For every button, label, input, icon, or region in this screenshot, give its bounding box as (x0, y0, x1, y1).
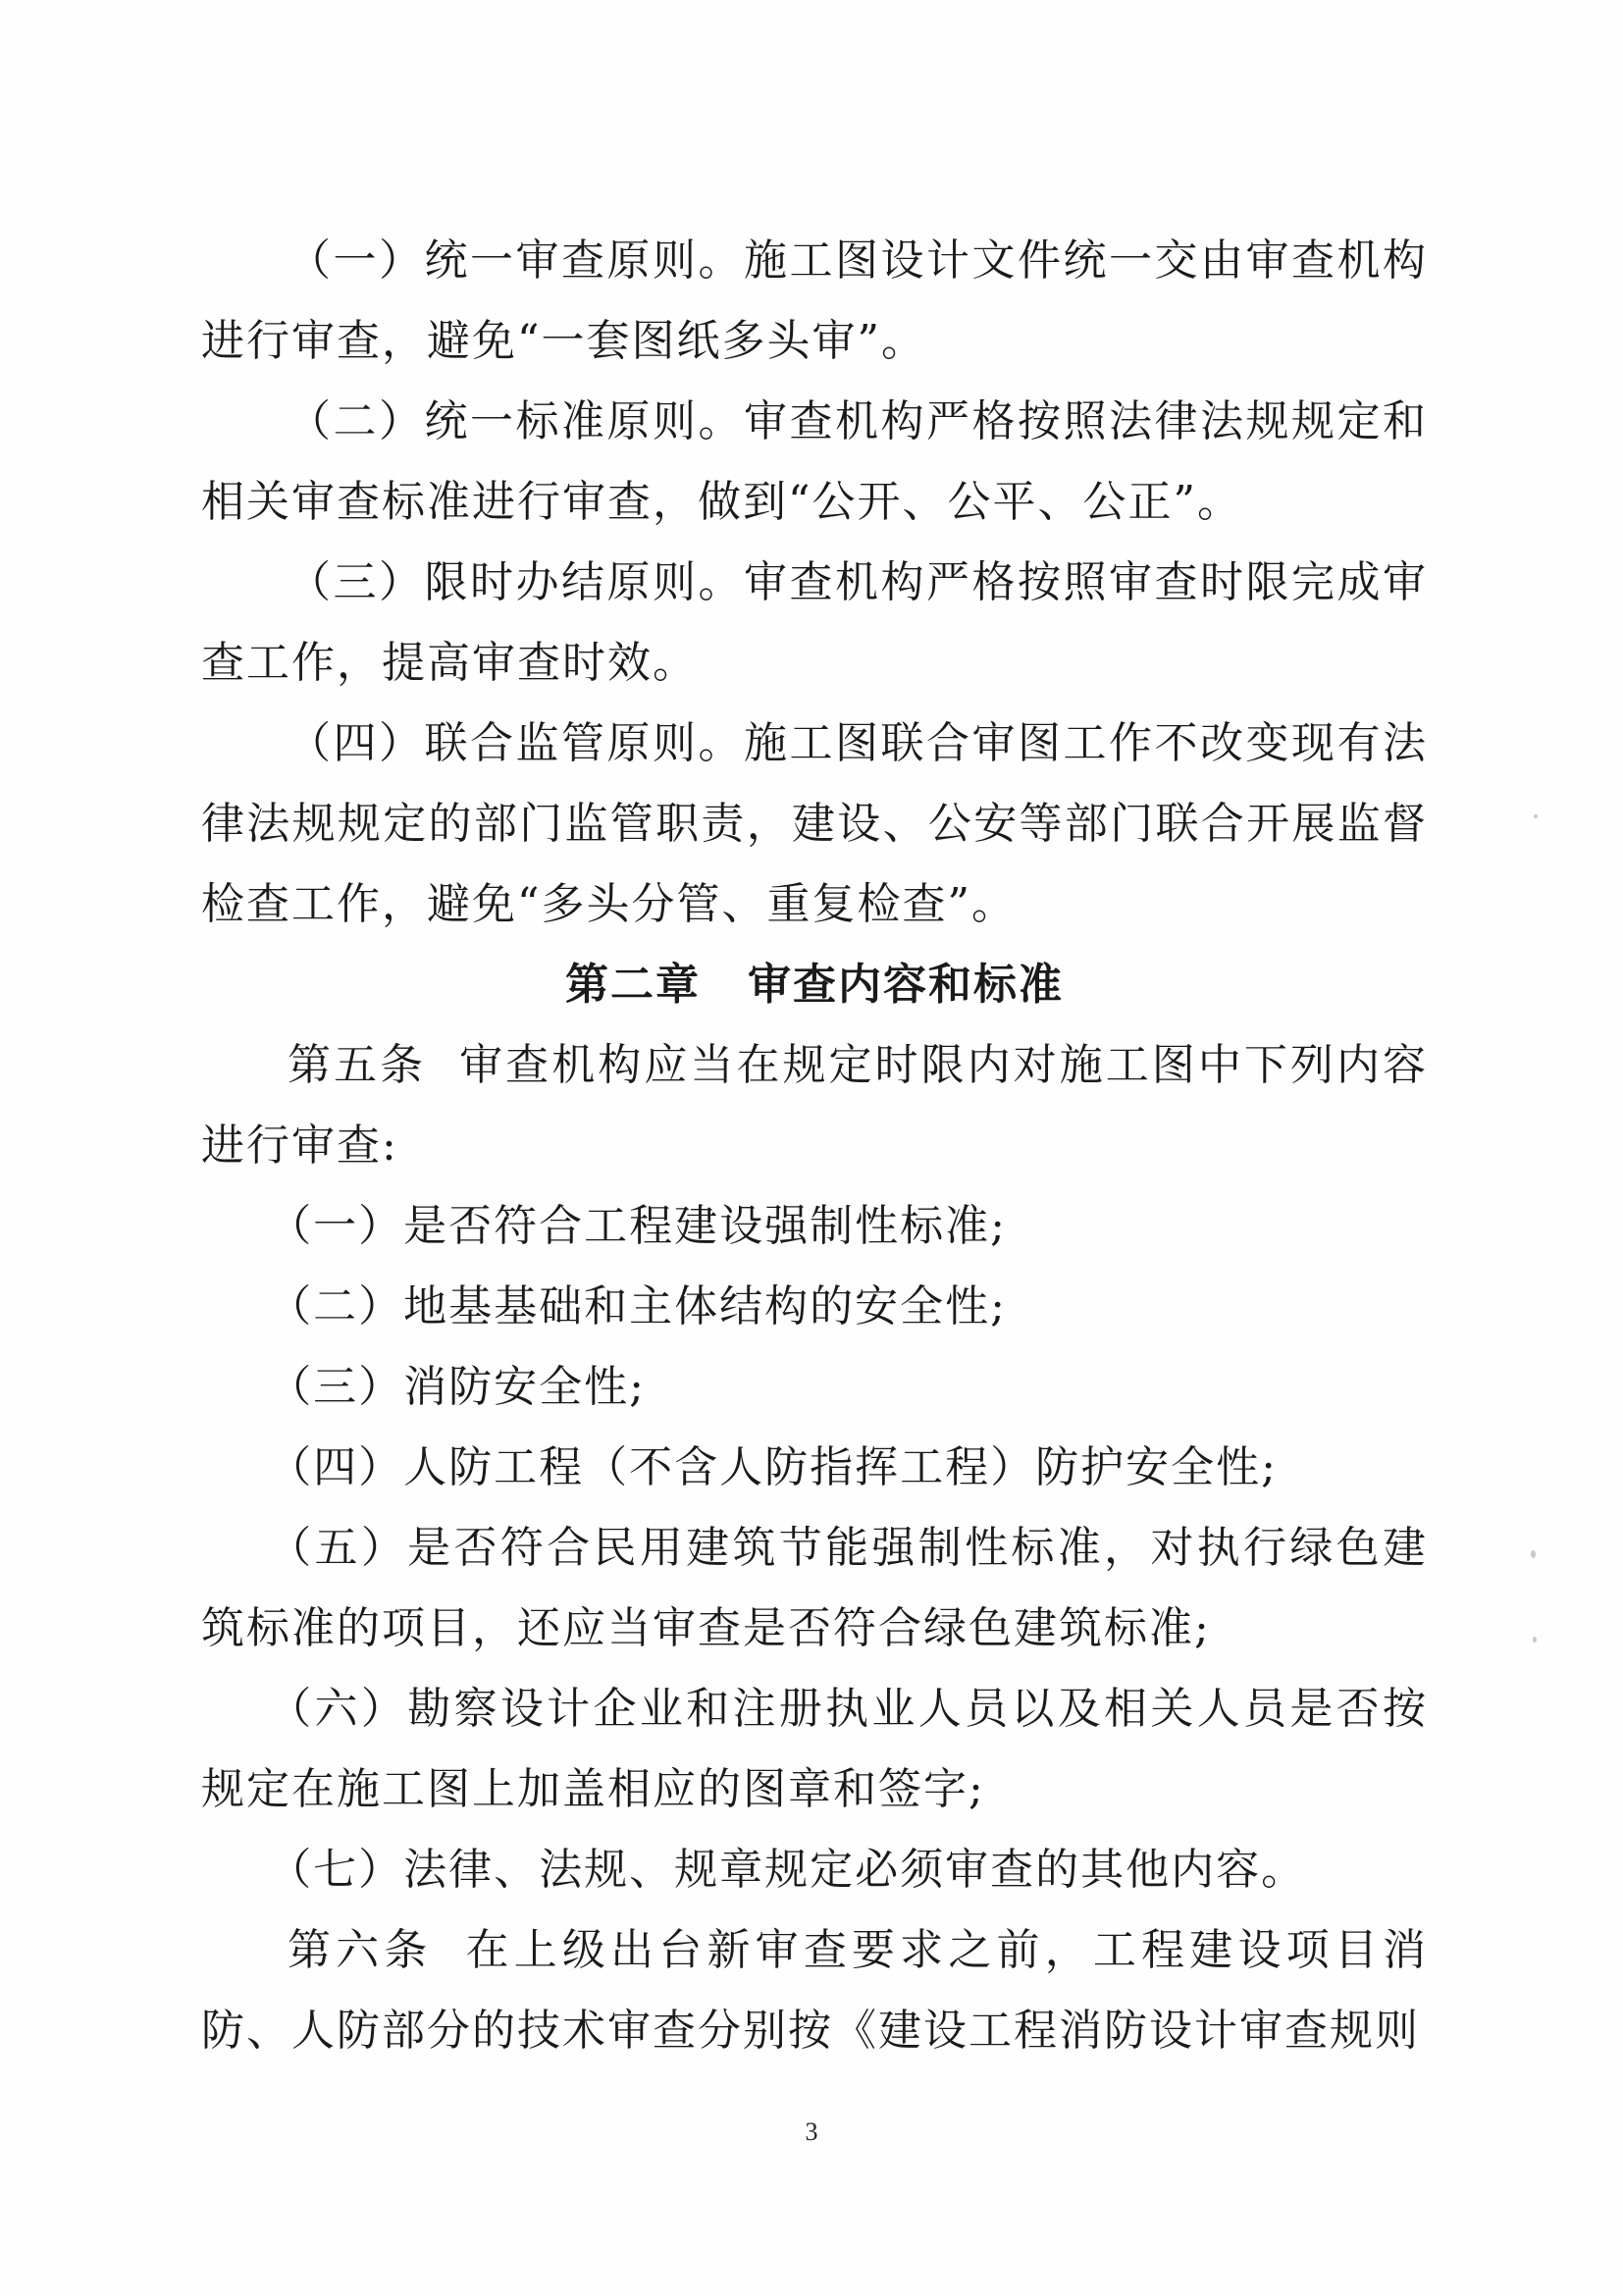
article-6-text: 在上级出台新审查要求之前，工程建设项目消防、人防部分的技术审查分别按《建设工程消防设计审查规则 (201, 1925, 1428, 2056)
page-number: 3 (805, 2117, 818, 2146)
chapter-number: 第二章 (565, 960, 701, 1010)
article-5-number: 第五条 (288, 1040, 427, 1090)
scan-speck (1531, 1550, 1536, 1558)
scan-speck (1534, 814, 1538, 818)
chapter-heading (201, 945, 1428, 1025)
document-body (201, 221, 1428, 2071)
article-6-number: 第六条 (288, 1925, 433, 1975)
chapter-title: 审查内容和标准 (748, 960, 1064, 1010)
article-5-item-5: （五）是否符合民用建筑节能强制性标准，对执行绿色建筑标准的项目，还应当审查是否符合绿色建筑标准; (201, 1523, 1428, 1653)
article-5-item-4: （四）人防工程（不含人防指挥工程）防护安全性; (268, 1442, 1279, 1492)
article-5-item-6: （六）勘察设计企业和注册执业人员以及相关人员是否按规定在施工图上加盖相应的图章和签字; (201, 1684, 1428, 1814)
article-6 (201, 1910, 1428, 2071)
principle-paragraph-1: （一）统一审查原则。施工图设计文件统一交由审查机构进行审查，避免“一套图纸多头审”。 (201, 235, 1428, 366)
principle-paragraph-4: （四）联合监管原则。施工图联合审图工作不改变现有法律法规规定的部门监管职责，建设、公安等部门联合开展监督检查工作，避免“多头分管、重复检查”。 (201, 718, 1428, 929)
principle-paragraph-3: （三）限时办结原则。审查机构严格按照审查时限完成审查工作，提高审查时效。 (201, 557, 1428, 688)
article-5-item-3: （三）消防安全性; (268, 1362, 647, 1412)
scan-speck (1533, 1637, 1537, 1643)
article-5-item-2: （二）地基基础和主体结构的安全性; (268, 1281, 1008, 1331)
article-5 (201, 1025, 1428, 1186)
article-5-item-1: （一）是否符合工程建设强制性标准; (268, 1201, 1008, 1251)
principle-paragraph-2: （二）统一标准原则。审查机构严格按照法律法规规定和相关审查标准进行审查，做到“公开、公平、公正”。 (201, 396, 1428, 527)
article-5-text: 审查机构应当在规定时限内对施工图中下列内容进行审查: (201, 1040, 1429, 1171)
article-5-item-7: （七）法律、法规、规章规定必须审查的其他内容。 (268, 1845, 1307, 1895)
